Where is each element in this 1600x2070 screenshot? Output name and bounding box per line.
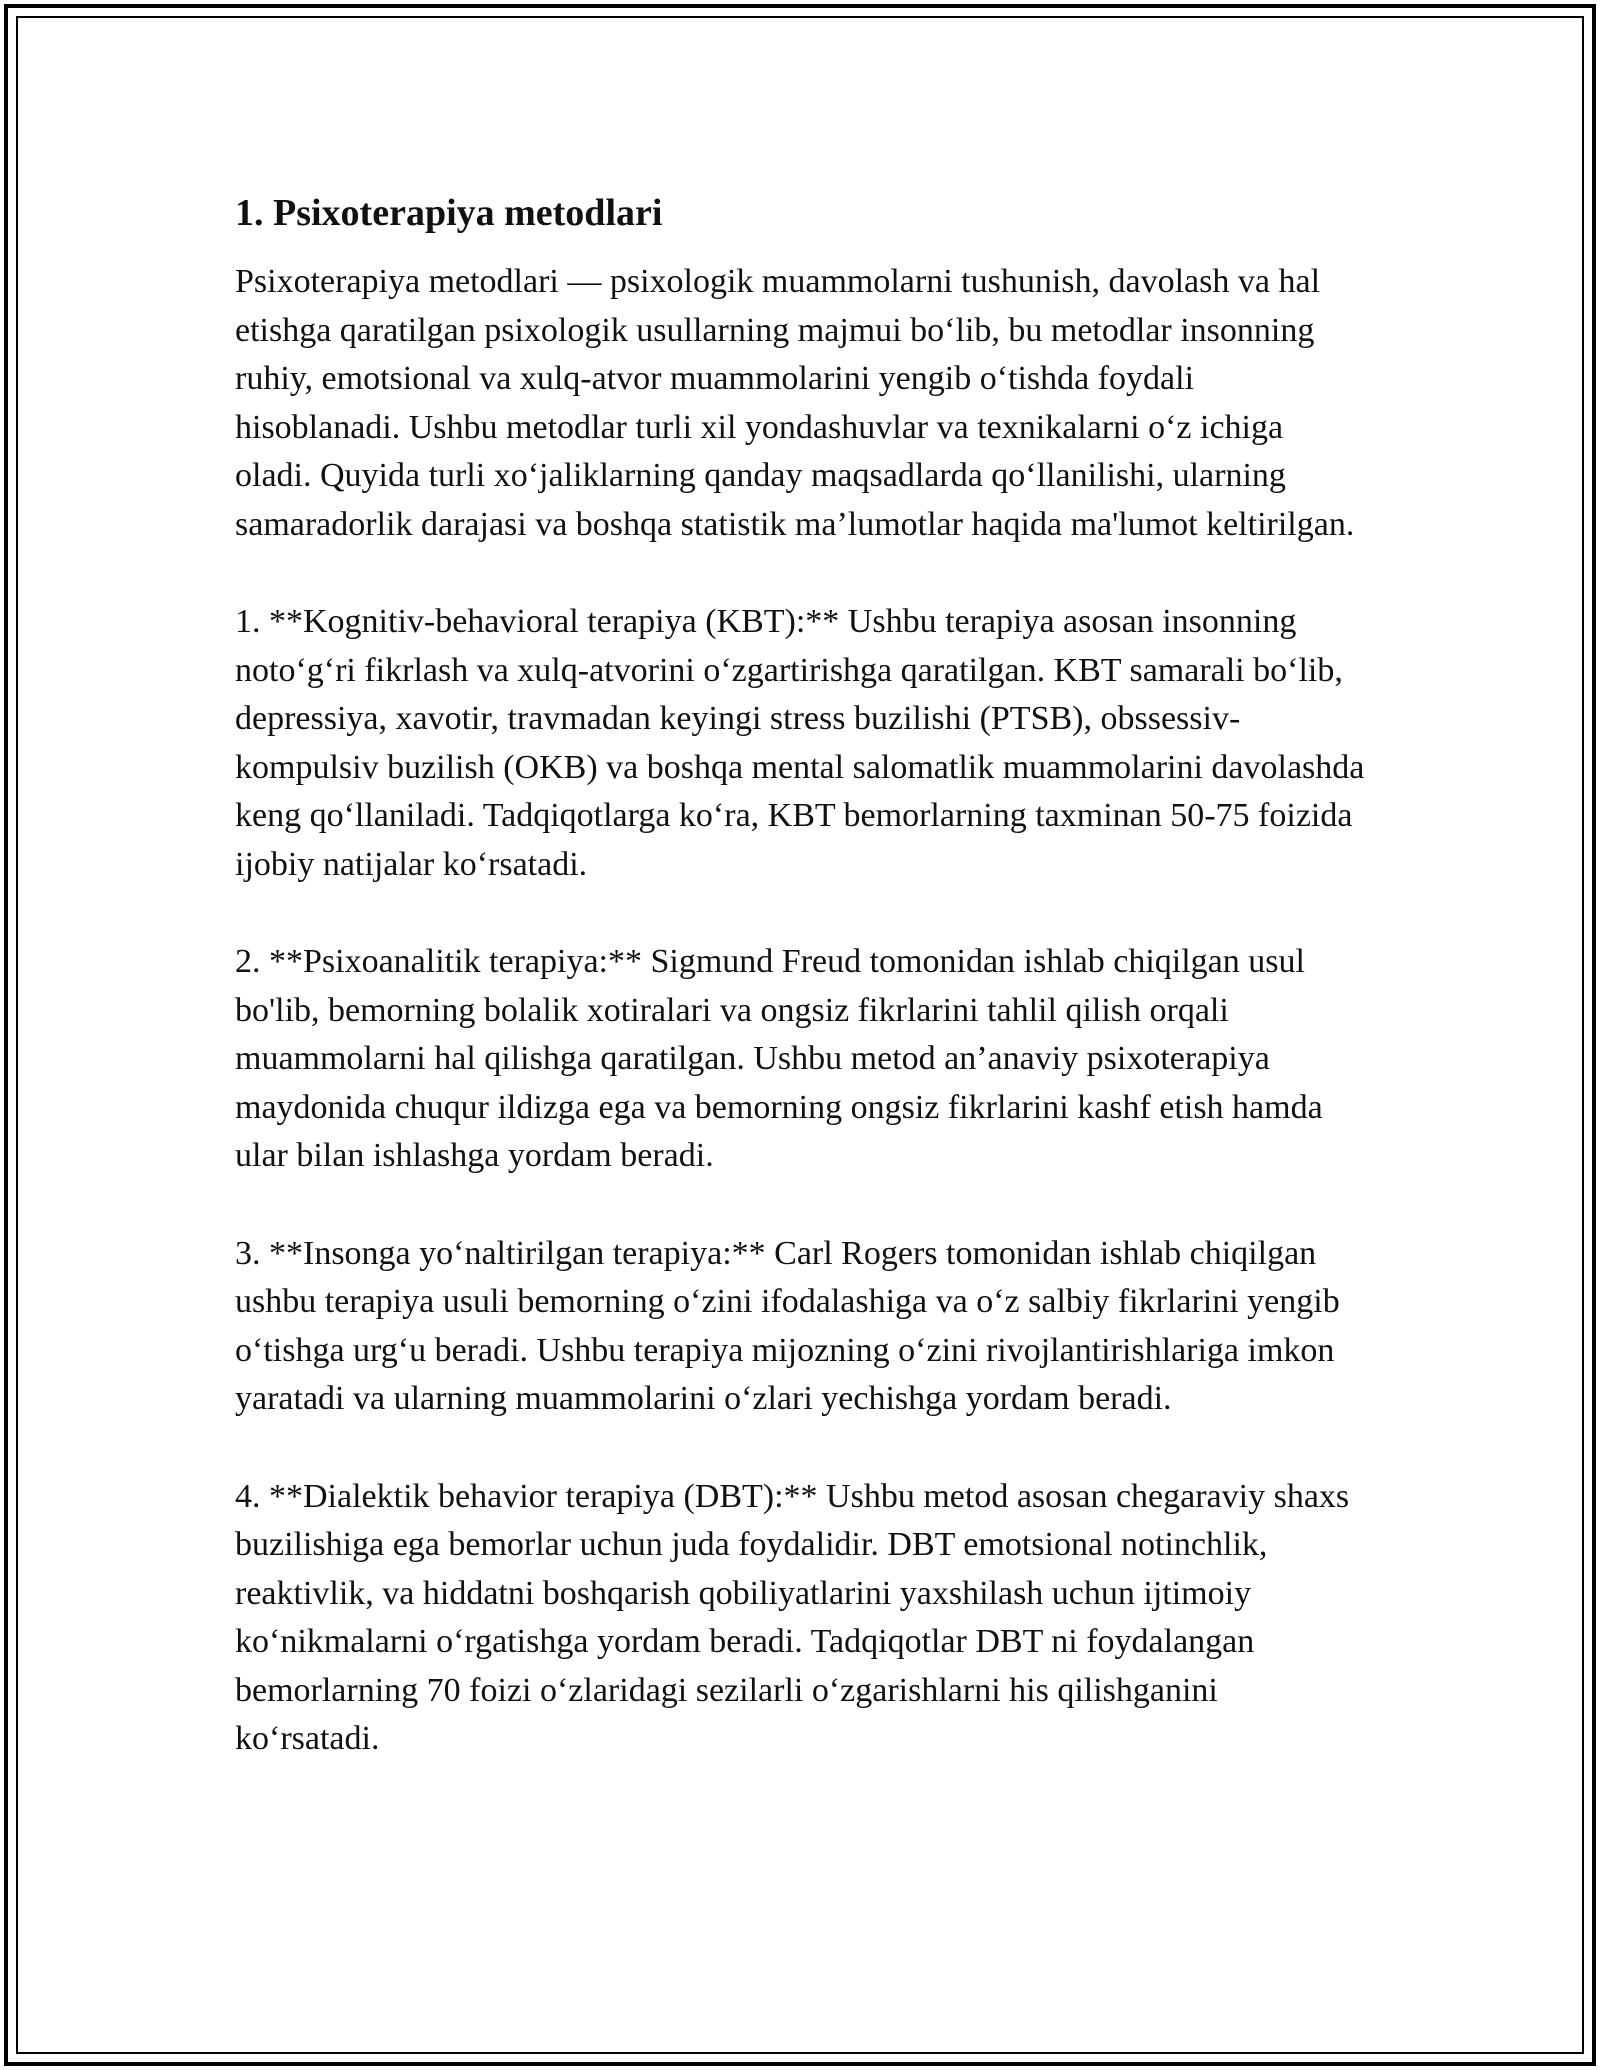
paragraph-person-centered: 3. **Insonga yo‘naltirilgan terapiya:** Carl Rogers tomonidan ishlab chiqilgan ushbu terapiya usuli bemorning o‘zini ifodalashiga va o‘z salbiy fikrlarini yengib o‘tishga urg‘u beradi. Ushbu terapiya mijozning o‘zini rivojlantirishlariga imkon yaratadi va ularning muammolarini o‘zlari yechishga yordam beradi. [235,1234,1340,1417]
intro-paragraph: Psixoterapiya metodlari — psixologik muammolarni tushunish, davolash va hal etishga qaratilgan psixologik usullarning majmui bo‘lib, bu metodlar insonning ruhiy, emotsional va xulq-atvor muammolarini yengib o‘tishda foydali hisoblanadi. Ushbu metodlar turli xil yondashuvlar va texnikalarni o‘z ichiga oladi. Quyida turli xo‘jaliklarning qanday maqsadlarda qo‘llanilishi, ularning samaradorlik darajasi va boshqa statistik ma’lumotlar haqida ma'lumot keltirilgan. [235,263,1355,543]
paragraph-psychoanalytic: 2. **Psixoanalitik terapiya:** Sigmund Freud tomonidan ishlab chiqilgan usul bo'lib, bemorning bolalik xotiralari va ongsiz fikrlarini tahlil qilish orqali muammolarni hal qilishga qaratilgan. Ushbu metod an’anaviy psixoterapiya maydonida chuqur ildizga ega va bemorning ongsiz fikrlarini kashf etish hamda ular bilan ishlashga yordam beradi. [235,943,1323,1174]
document-body [235,188,1365,1813]
paragraph-kbt: 1. **Kognitiv-behavioral terapiya (KBT):** Ushbu terapiya asosan insonning noto‘g‘ri fikrlash va xulq-atvorini o‘zgartirishga qaratilgan. KBT samarali bo‘lib, depressiya, xavotir, travmadan keyingi stress buzilishi (PTSB), obssessiv-kompulsiv buzilish (OKB) va boshqa mental salomatlik muammolarini davolashda keng qo‘llaniladi. Tadqiqotlarga ko‘ra, KBT bemorlarning taxminan 50-75 foizida ijobiy natijalar ko‘rsatadi. [235,603,1365,883]
paragraph-dbt: 4. **Dialektik behavior terapiya (DBT):** Ushbu metod asosan chegaraviy shaxs buzilishiga ega bemorlar uchun juda foydalidir. DBT emotsional notinchlik, reaktivlik, va hiddatni boshqarish qobiliyatlarini yaxshilash uchun ijtimoiy ko‘nikmalarni o‘rgatishga yordam beradi. Tadqiqotlar DBT ni foydalangan bemorlarning 70 foizi o‘zlaridagi sezilarli o‘zgarishlarni his qilishganini ko‘rsatadi. [235,1477,1350,1757]
section-heading: 1. Psixoterapiya metodlari [235,192,663,234]
